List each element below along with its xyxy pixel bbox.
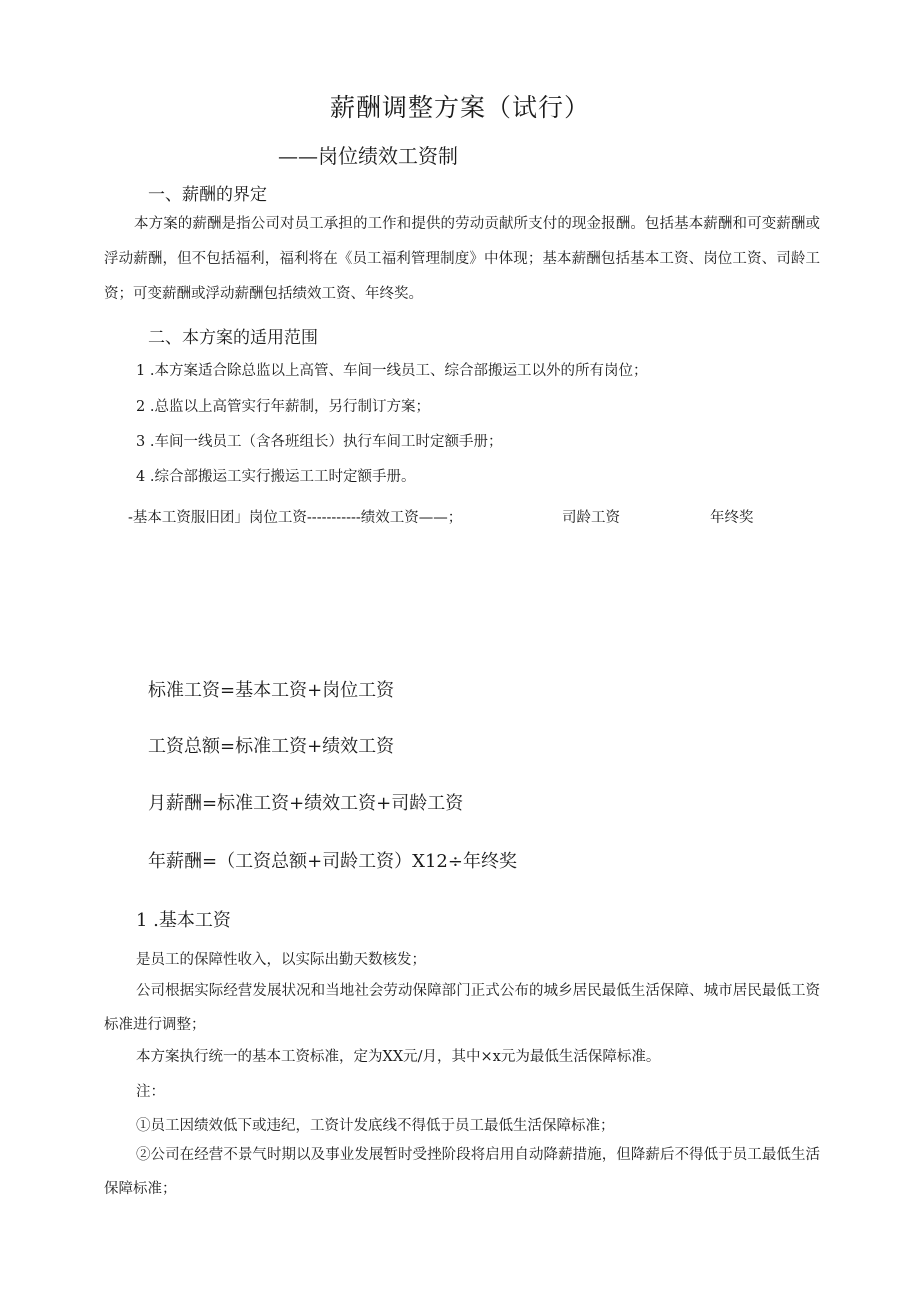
formula-total-wage: 工资总额=标准工资+绩效工资 xyxy=(148,736,395,757)
salary-structure-seniority: 司龄工资 xyxy=(562,510,620,526)
formula-annual-pay: 年薪酬=（工资总额+司龄工资）X12÷年终奖 xyxy=(148,851,517,872)
basic-wage-line-2: 本方案执行统一的基本工资标准，定为XX元/月，其中×x元为最低生活保障标准。 xyxy=(136,1049,661,1065)
note-label: 注： xyxy=(136,1084,165,1100)
document-subtitle: ——岗位绩效工资制 xyxy=(278,144,458,168)
document-title: 薪酬调整方案（试行） xyxy=(329,93,590,122)
definition-paragraph: 本方案的薪酬是指公司对员工承担的工作和提供的劳动贡献所支付的现金报酬。包括基本薪酬和可变薪酬或浮动薪酬，但不包括福利，福利将在《员工福利管理制度》中体现；基本薪酬包括基本工资、岗位工资、司龄工资；可变薪酬或浮动薪酬包括绩效工资、年终奖。 xyxy=(104,216,820,302)
basic-wage-line-1: 是员工的保障性收入，以实际出勤天数核发； xyxy=(136,952,426,968)
scope-item-1: 1 .本方案适合除总监以上高管、车间一线员工、综合部搬运工以外的所有岗位； xyxy=(136,363,648,379)
scope-item-3: 3 .车间一线员工（含各班组长）执行车间工时定额手册； xyxy=(136,434,503,450)
note-item-1: ①员工因绩效低下或违纪，工资计发底线不得低于员工最低生活保障标准； xyxy=(136,1118,615,1134)
scope-item-4: 4 .综合部搬运工实行搬运工工时定额手册。 xyxy=(136,469,416,485)
formula-standard-wage: 标准工资=基本工资+岗位工资 xyxy=(148,680,395,701)
section-heading-basic-wage: 1 .基本工资 xyxy=(136,910,231,931)
salary-structure-line: -基本工资服旧团」岗位工资-----------绩效工资——； xyxy=(128,510,463,526)
salary-structure-bonus: 年终奖 xyxy=(710,510,754,526)
note-item-2: ②公司在经营不景气时期以及事业发展暂时受挫阶段将启用自动降薪措施，但降薪后不得低于员工最低生活保障标准； xyxy=(104,1147,820,1197)
section-heading-scope: 二、本方案的适用范围 xyxy=(148,328,318,348)
basic-wage-paragraph: 公司根据实际经营发展状况和当地社会劳动保障部门正式公布的城乡居民最低生活保障、城市居民最低工资标准进行调整； xyxy=(104,983,820,1033)
section-heading-definition: 一、薪酬的界定 xyxy=(148,185,267,205)
formula-monthly-pay: 月薪酬=标准工资+绩效工资+司龄工资 xyxy=(148,793,464,814)
scope-item-2: 2 .总监以上高管实行年薪制，另行制订方案； xyxy=(136,399,430,415)
